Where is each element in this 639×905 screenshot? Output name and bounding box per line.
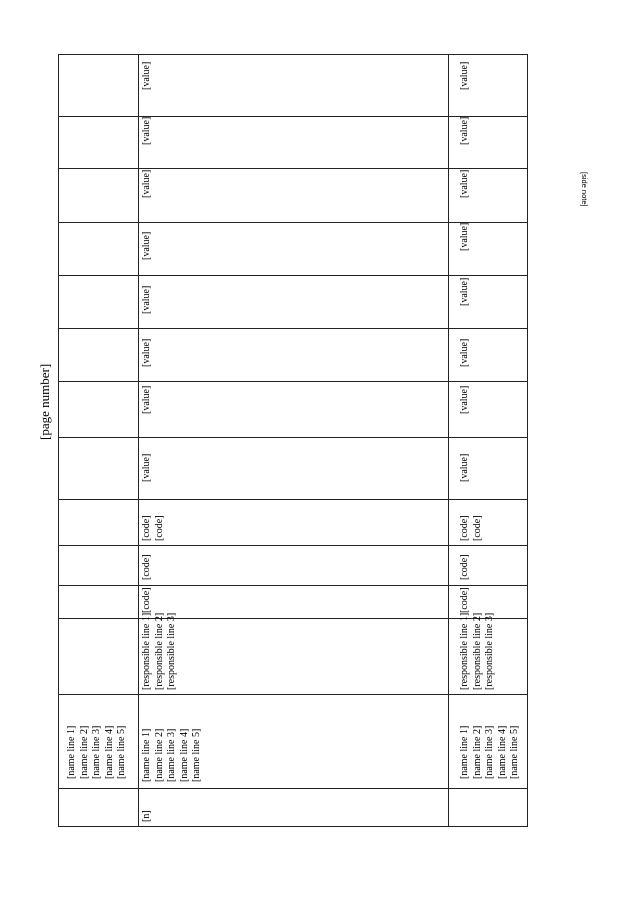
row-divider	[58, 275, 528, 276]
row-divider	[58, 788, 528, 789]
value-cell: [value]	[459, 116, 470, 145]
value-cell: [value]	[141, 338, 152, 367]
responsible-text: [responsible line 1] [responsible line 2] [responsible line 3]	[459, 612, 495, 690]
value-cell: [value]	[141, 385, 152, 414]
table-border-top	[58, 54, 528, 55]
row-divider	[58, 694, 528, 695]
row-divider	[58, 499, 528, 500]
value-cell: [value]	[141, 61, 152, 90]
row-number: [n]	[141, 810, 152, 822]
value-cell: [value]	[141, 453, 152, 482]
value-cell: [value]	[459, 277, 470, 306]
grbs-code: [code]	[141, 587, 152, 613]
row-divider	[58, 545, 528, 546]
value-cell: [value]	[459, 222, 470, 251]
value-cell: [value]	[459, 385, 470, 414]
row-divider	[58, 585, 528, 586]
csr-code: [code] [code]	[459, 515, 483, 541]
row-name-text: [name line 1] [name line 2] [name line 3] [name line 4] [name line 5]	[66, 725, 127, 779]
value-cell: [value]	[459, 169, 470, 198]
table-border-bottom	[58, 826, 528, 827]
column-divider	[138, 54, 139, 827]
value-cell: [value]	[141, 231, 152, 260]
row-divider	[58, 168, 528, 169]
rzpr-code: [code]	[141, 554, 152, 580]
table-border-right	[527, 54, 528, 827]
rzpr-code: [code]	[459, 554, 470, 580]
row-name-text: [name line 1] [name line 2] [name line 3] [name line 4] [name line 5]	[459, 725, 520, 779]
row-divider	[58, 328, 528, 329]
value-cell: [value]	[459, 61, 470, 90]
value-cell: [value]	[459, 338, 470, 367]
responsible-text: [responsible line 1] [responsible line 2] [responsible line 3]	[141, 612, 177, 690]
column-divider	[448, 54, 449, 827]
row-divider	[58, 437, 528, 438]
document-side-note: [side note]	[580, 172, 589, 207]
value-cell: [value]	[141, 169, 152, 198]
row-divider	[58, 381, 528, 382]
grbs-code: [code]	[459, 587, 470, 613]
row-divider	[58, 222, 528, 223]
value-cell: [value]	[459, 453, 470, 482]
page-number: [page number]	[37, 363, 52, 440]
value-cell: [value]	[141, 285, 152, 314]
row-divider	[58, 116, 528, 117]
table-border-left	[58, 54, 59, 827]
row-divider	[58, 618, 528, 619]
row-name-text: [name line 1] [name line 2] [name line 3] [name line 4] [name line 5]	[141, 728, 202, 782]
value-cell: [value]	[141, 116, 152, 145]
csr-code: [code] [code]	[141, 515, 165, 541]
